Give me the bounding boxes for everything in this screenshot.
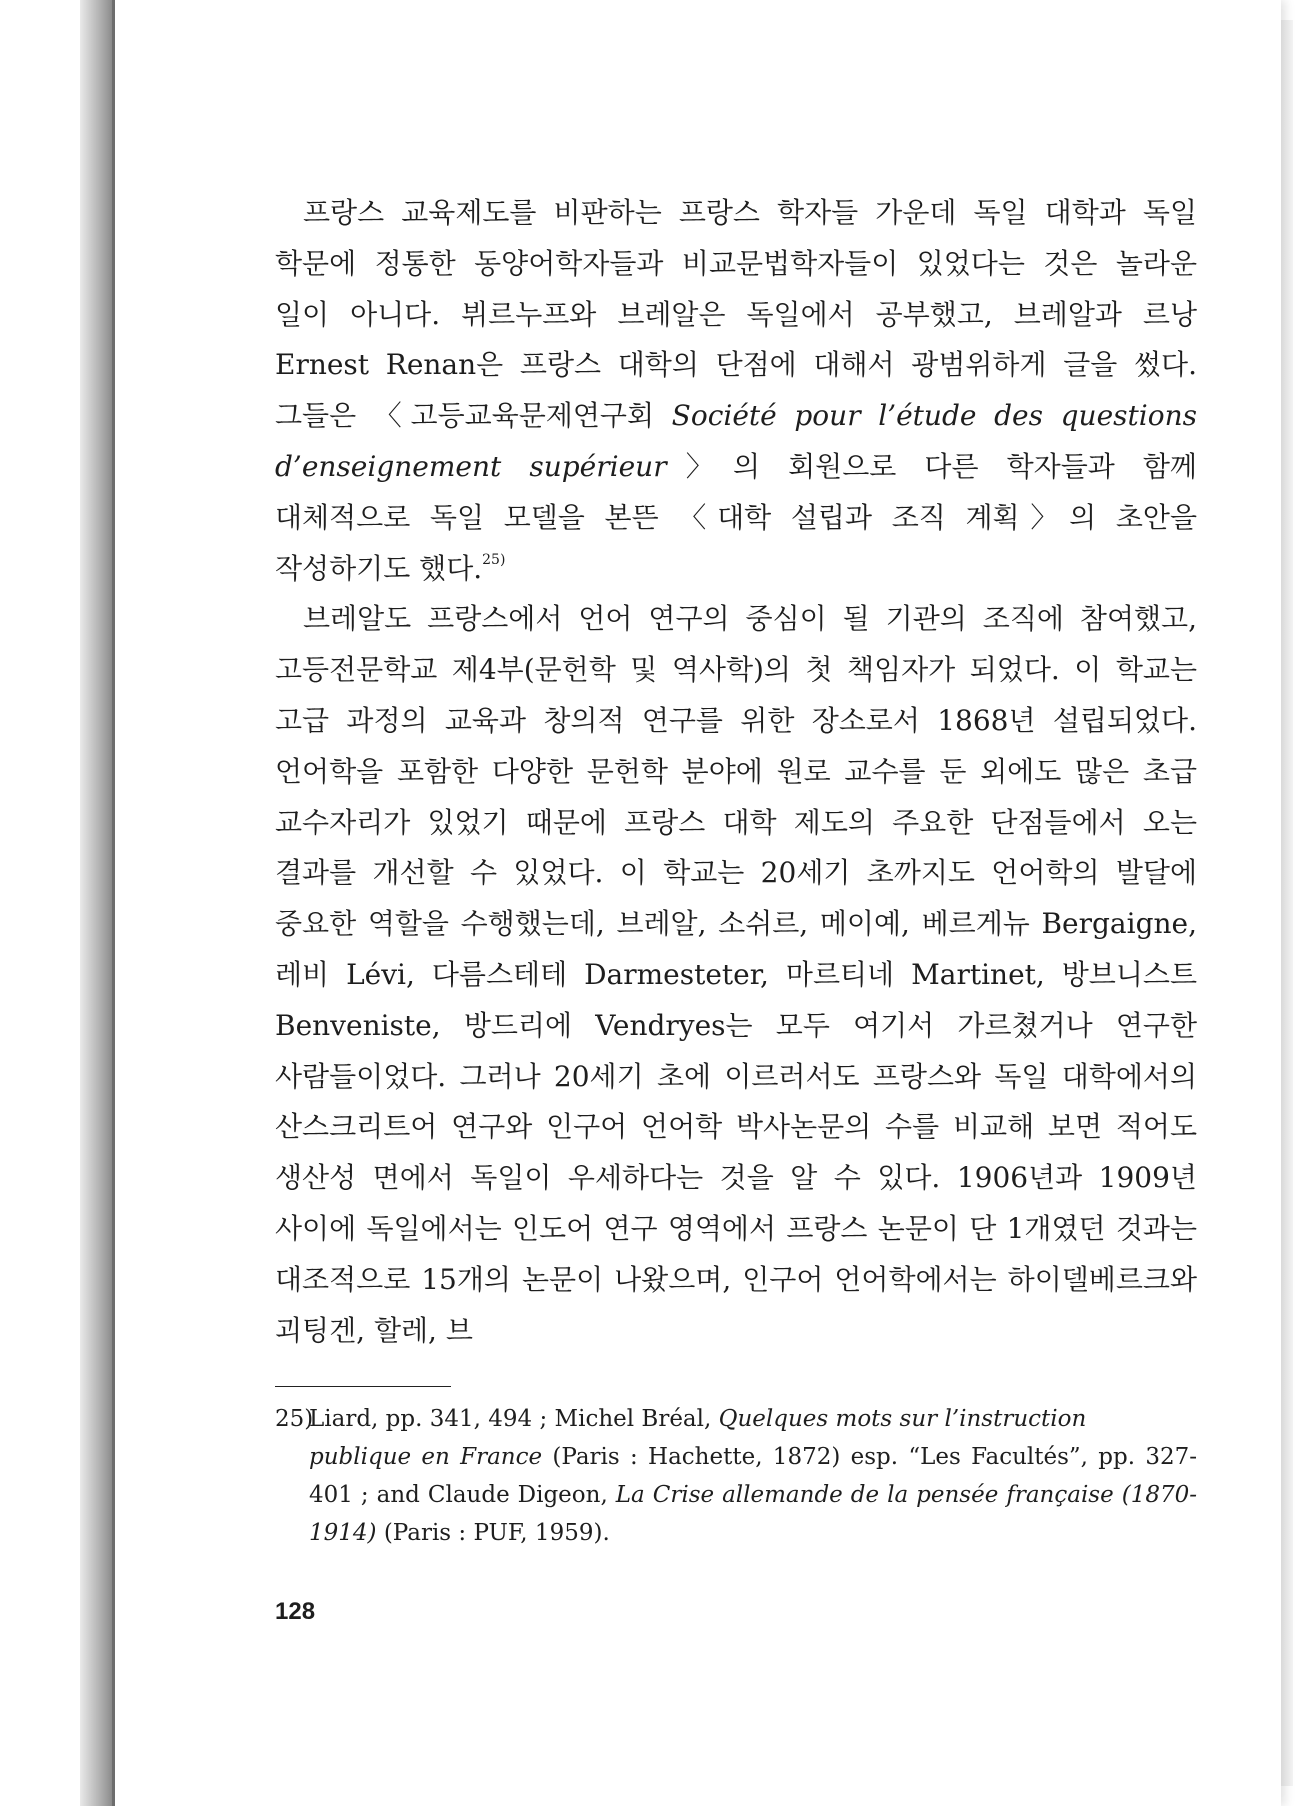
footnote-reference[interactable]: 25) xyxy=(482,551,506,568)
footnote-text: (Paris : PUF, 1959). xyxy=(376,1520,610,1546)
paragraph-2: 브레알도 프랑스에서 언어 연구의 중심이 될 기관의 조직에 참여했고, 고등전문학교 제4부(문헌학 및 역사학)의 첫 책임자가 되었다. 이 학교는 고급 과정의 교육과 창의적 연구를 위한 장소로서 1868년 설립되었다. 언어학을 포함한 다양한 문헌학 분야에 원로 교수를 둔 외에도 많은 초급 교수자리가 있었기 때문에 프랑스 대학 제도의 주요한 단점들에서 오는 결과를 개선할 수 있었다. 이 학교는 20세기 초까지도 언어학의 발달에 중요한 역할을 수행했는데, 브레알, 소쉬르, 메이예, 베르게뉴 Bergaigne, 레비 Lévi, 다름스테테 Darmesteter, 마르티네 Martinet, 방브니스트 Benveniste, 방드리에 Vendryes는 모두 여기서 가르쳤거나 연구한 사람들이었다. 그러나 20세기 초에 이르러서도 프랑스와 독일 대학에서의 산스크리트어 연구와 인구어 언어학 박사논문의 수를 비교해 보면 적어도 생산성 면에서 독일이 우세하다는 것을 알 수 있다. 1906년과 1909년 사이에 독일에서는 인도어 연구 영역에서 프랑스 논문이 단 1개였던 것과는 대조적으로 15개의 논문이 나왔으며, 인구어 언어학에서는 하이델베르크와 괴팅겐, 할레, 브 xyxy=(275,602,1197,1347)
footnote-line xyxy=(275,1400,1197,1438)
paragraph-1-italic-title: Société pour l’étude des questions d’enseignement supérieur xyxy=(275,399,1197,483)
paragraph-1 xyxy=(275,188,1197,594)
footnote xyxy=(275,1400,1197,1552)
footnote-rule xyxy=(275,1386,451,1387)
footnote-text: (Paris : Hachette, 1872) esp. “Les Facultés”, pp. 327-401 ; and Claude Digeon, xyxy=(309,1444,1197,1508)
page-edge xyxy=(1281,20,1293,1786)
footnote-text: Liard, pp. 341, 494 ; Michel Bréal, xyxy=(309,1406,719,1432)
footnote-label: 25) xyxy=(275,1406,314,1432)
footnote-continuation xyxy=(275,1438,1197,1552)
page-number: 128 xyxy=(275,1598,316,1625)
body-text xyxy=(275,188,1197,1356)
footnote-italic: Quelques mots sur l’instruction xyxy=(718,1406,1087,1432)
book-spine xyxy=(80,0,112,1806)
footnote-italic: publique en France xyxy=(309,1444,543,1470)
footnote-italic: La Crise allemande de la pensée française xyxy=(615,1482,1114,1508)
paragraph-1-text: 프랑스 교육제도를 비판하는 프랑스 학자들 가운데 독일 대학과 독일 학문에 정통한 동양어학자들과 비교문법학자들이 있었다는 것은 놀라운 일이 아니다. 뷔르누프와 브레알은 독일에서 공부했고, 브레알과 르낭 Ernest Renan은 프랑스 대학의 단점에 대해서 광범위하게 글을 썼다. 그들은 〈고등교육문제연구회 xyxy=(275,196,1197,433)
footnote-italic: (1870-1914) xyxy=(309,1482,1198,1546)
paragraph-1-text-end: 〉의 회원으로 다른 학자들과 함께 대체적으로 독일 모델을 본뜬 〈대학 설립과 조직 계획〉의 초안을 작성하기도 했다. xyxy=(275,449,1197,585)
